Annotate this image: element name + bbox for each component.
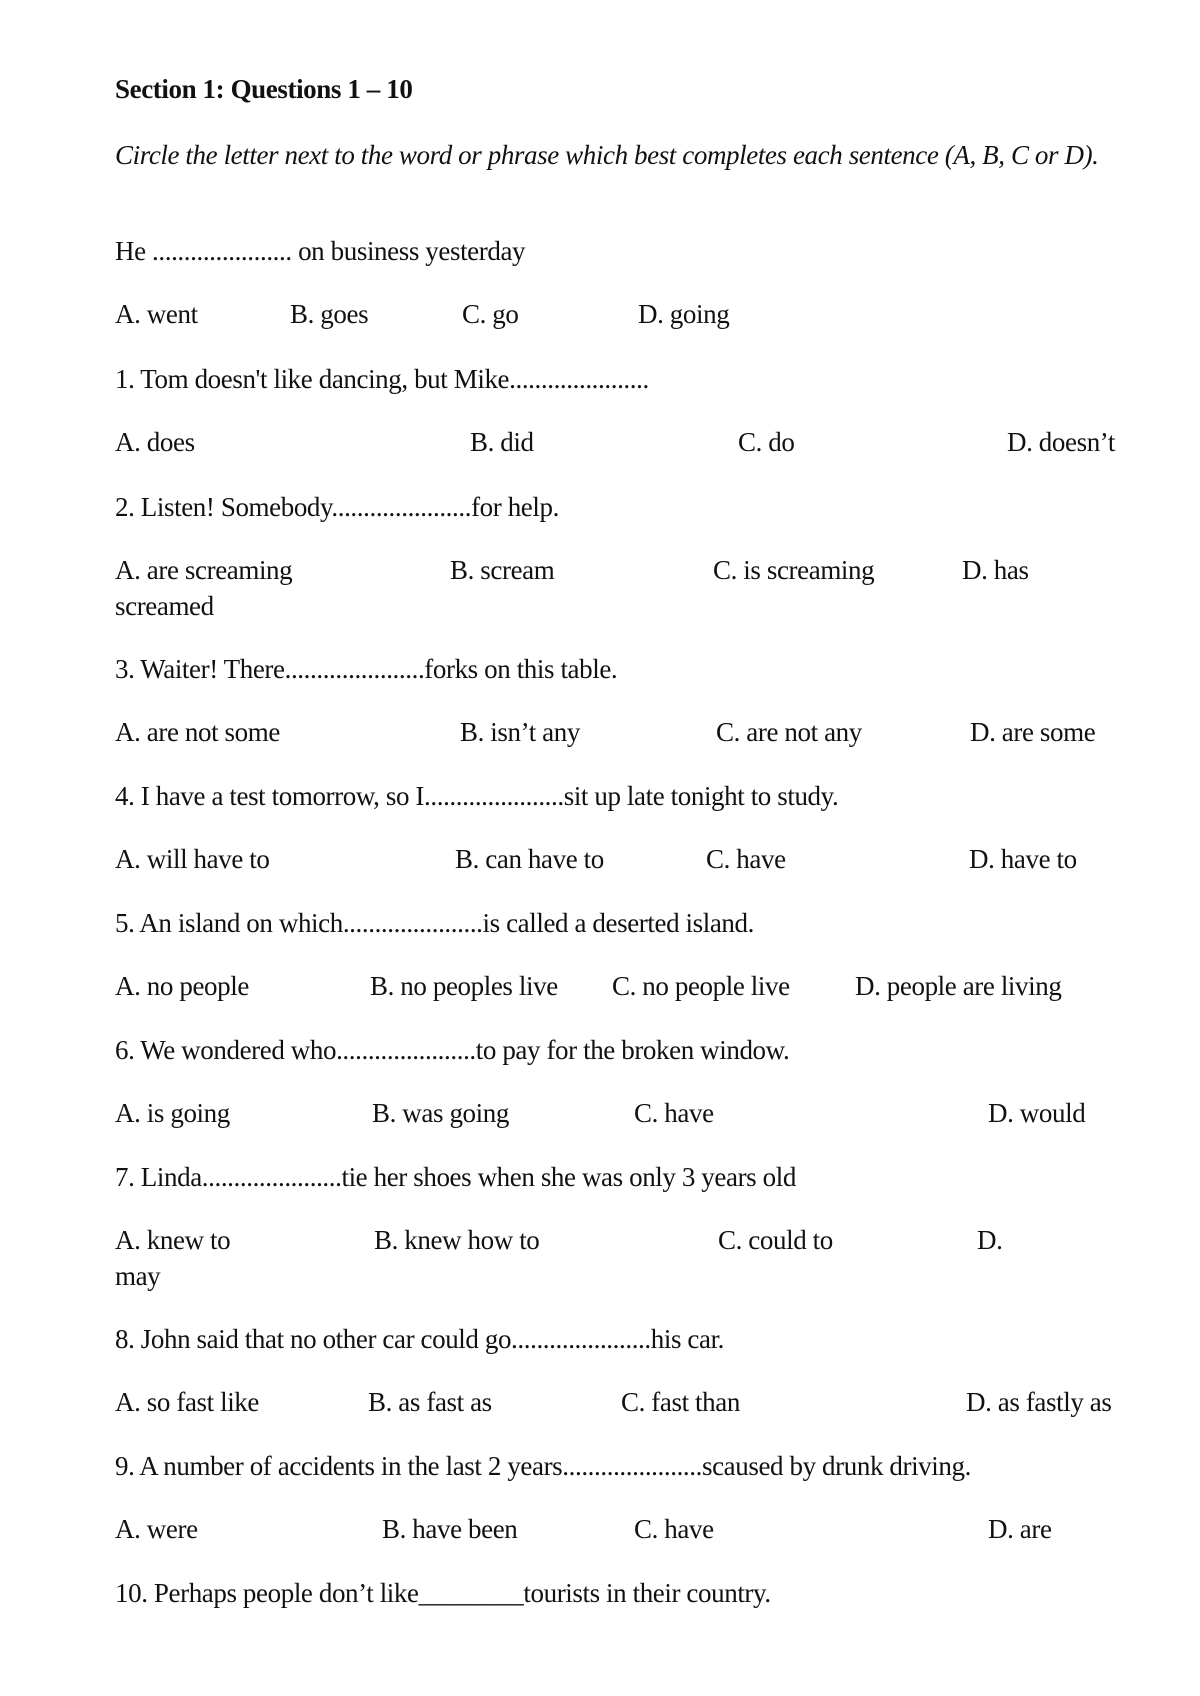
question-6-stem: 6. We wondered who......................to pay for the broken window.	[115, 1035, 790, 1065]
q4-option-d: D. have to	[969, 844, 1077, 874]
q4-option-b: B. can have to	[455, 844, 604, 874]
q1-option-b: B. did	[470, 427, 534, 457]
section-title: Section 1: Questions 1 – 10	[115, 74, 413, 104]
question-3-stem: 3. Waiter! There......................forks on this table.	[115, 654, 618, 684]
question-4-stem: 4. I have a test tomorrow, so I......................sit up late tonight to study.	[115, 781, 839, 811]
question-10-stem: 10. Perhaps people don’t like________tourists in their country.	[115, 1578, 771, 1608]
example-option-c: C. go	[462, 299, 519, 329]
q9-option-a: A. were	[115, 1514, 198, 1544]
example-stem: He ...................... on business yesterday	[115, 236, 526, 266]
q1-option-a: A. does	[115, 427, 195, 457]
q7-option-a: A. knew to	[115, 1225, 231, 1255]
q4-option-c: C. have	[706, 844, 786, 874]
example-option-d: D. going	[638, 299, 730, 329]
question-8-stem: 8. John said that no other car could go......................his car.	[115, 1324, 725, 1354]
example-option-a: A. went	[115, 299, 198, 329]
q2-option-b: B. scream	[450, 555, 555, 585]
q1-option-d: D. doesn’t	[1007, 427, 1115, 457]
q3-option-b: B. isn’t any	[460, 717, 580, 747]
q8-option-a: A. so fast like	[115, 1387, 259, 1417]
q3-option-a: A. are not some	[115, 717, 280, 747]
q9-option-c: C. have	[634, 1514, 714, 1544]
q9-option-d: D. are	[988, 1514, 1052, 1544]
q6-option-c: C. have	[634, 1098, 714, 1128]
question-9-stem: 9. A number of accidents in the last 2 years......................scaused by drunk driving.	[115, 1451, 971, 1481]
q7-option-c: C. could to	[718, 1225, 833, 1255]
q4-option-a: A. will have to	[115, 844, 270, 874]
q1-option-c: C. do	[738, 427, 795, 457]
q9-option-b: B. have been	[382, 1514, 518, 1544]
q8-option-d: D. as fastly as	[966, 1387, 1112, 1417]
q3-option-c: C. are not any	[716, 717, 862, 747]
example-option-b: B. goes	[290, 299, 369, 329]
q7-option-d: D.	[977, 1225, 1003, 1255]
q5-option-a: A. no people	[115, 971, 249, 1001]
q2-option-d-wrap: screamed	[115, 591, 214, 621]
question-2-stem: 2. Listen! Somebody......................for help.	[115, 492, 559, 522]
question-5-stem: 5. An island on which......................is called a deserted island.	[115, 908, 754, 938]
q6-option-d: D. would	[988, 1098, 1086, 1128]
instruction-text: Circle the letter next to the word or phrase which best completes each sentence (A, B, C or D).	[115, 140, 1099, 170]
q6-option-b: B. was going	[372, 1098, 509, 1128]
q8-option-b: B. as fast as	[368, 1387, 492, 1417]
q5-option-c: C. no people live	[612, 971, 790, 1001]
q7-option-d-wrap: may	[115, 1261, 161, 1291]
q3-option-d: D. are some	[970, 717, 1096, 747]
question-7-stem: 7. Linda......................tie her shoes when she was only 3 years old	[115, 1162, 796, 1192]
q2-option-a: A. are screaming	[115, 555, 293, 585]
q7-option-b: B. knew how to	[374, 1225, 540, 1255]
q6-option-a: A. is going	[115, 1098, 230, 1128]
q2-option-d: D. has	[962, 555, 1029, 585]
q5-option-b: B. no peoples live	[370, 971, 558, 1001]
question-1-stem: 1. Tom doesn't like dancing, but Mike......................	[115, 364, 649, 394]
q2-option-c: C. is screaming	[713, 555, 875, 585]
q8-option-c: C. fast than	[621, 1387, 740, 1417]
q5-option-d: D. people are living	[855, 971, 1062, 1001]
